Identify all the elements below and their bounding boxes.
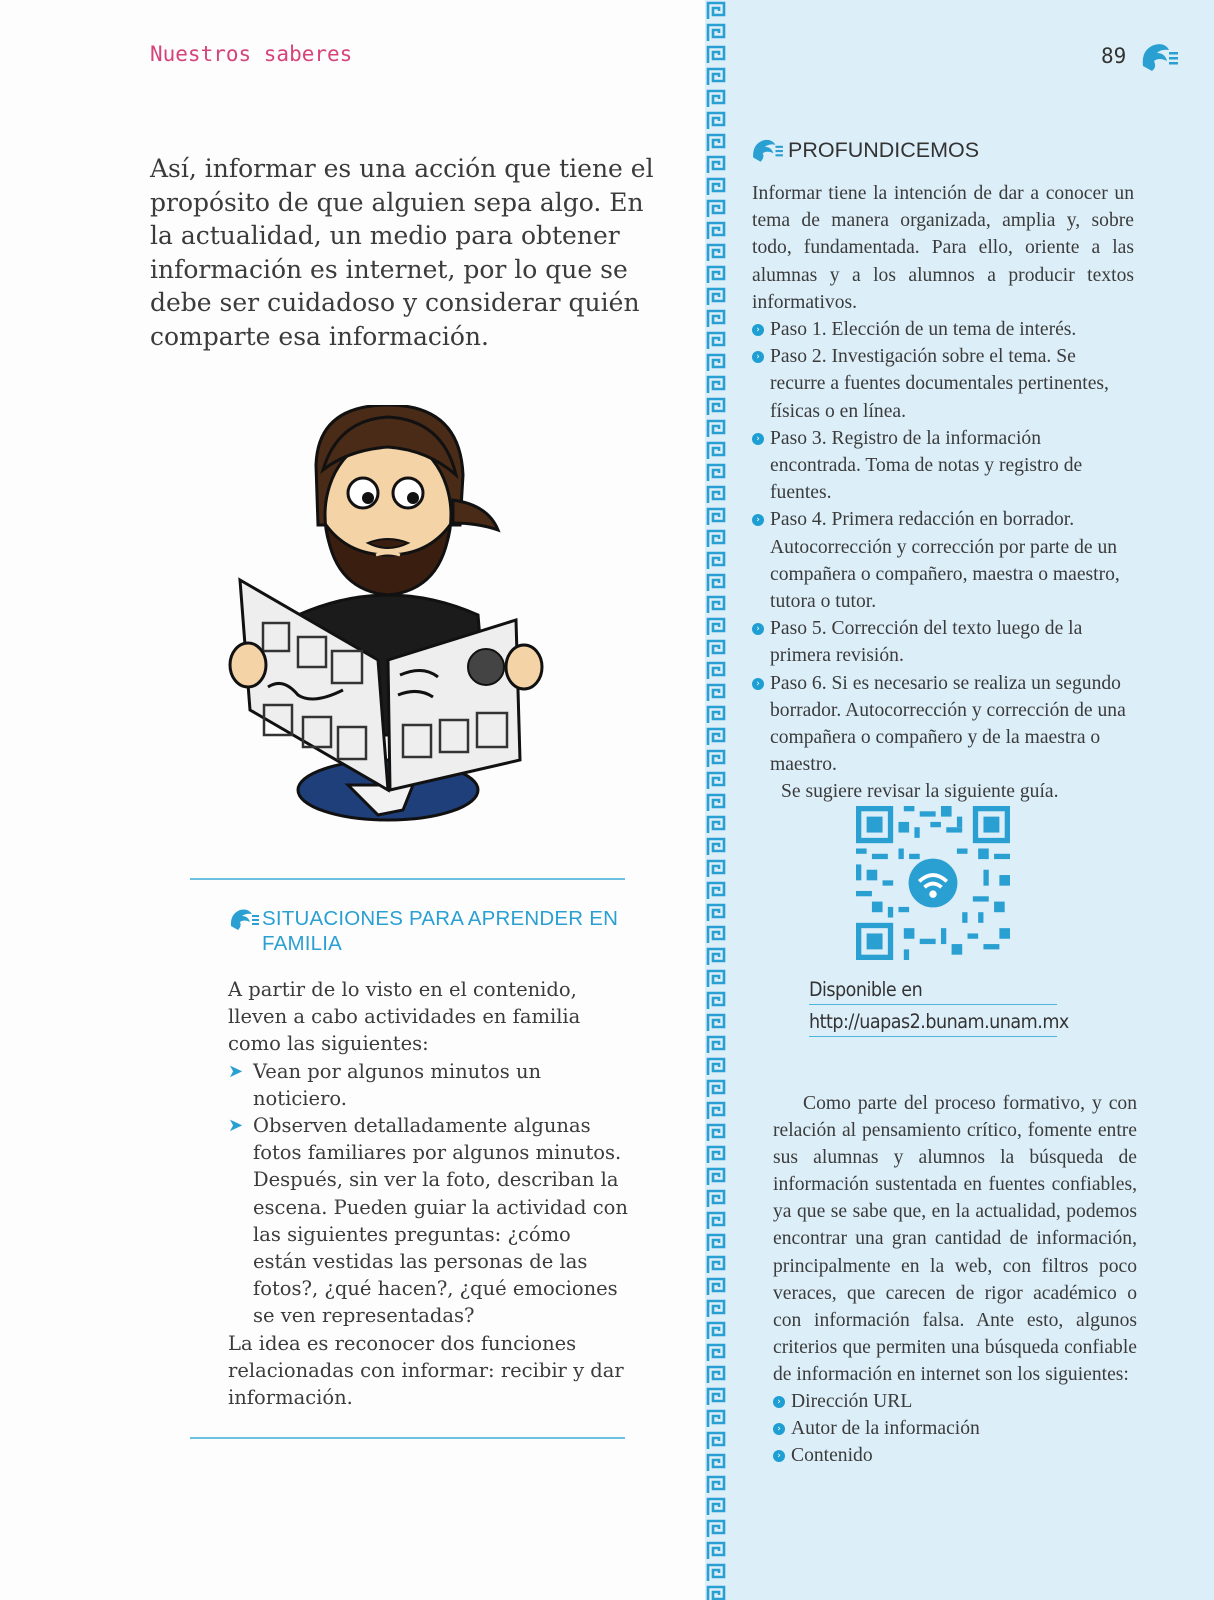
bullet-icon: › <box>752 324 764 336</box>
bullet-icon: › <box>752 623 764 635</box>
divider <box>190 878 625 880</box>
quetzalcoatl-icon <box>750 136 784 164</box>
list-item: › Paso 4. Primera redacción en borrador. Autocorrección y corrección por parte de un compañera o compañero, maestra o maestro, tutora o tutor. <box>752 506 1134 615</box>
list-item: › Paso 3. Registro de la información encontrada. Toma de notas y registro de fuentes. <box>752 425 1134 507</box>
bullet-icon: › <box>752 433 764 445</box>
profundicemos-intro: Informar tiene la intención de dar a conocer un tema de manera organizada, amplia y, sobre todo, fundamentada. Para ello, oriente a las alumnas y a los alumnos a producir textos informativos. <box>752 183 1134 313</box>
list-item: › Autor de la información <box>773 1415 1137 1442</box>
formative-paragraph: Como parte del proceso formativo, y con relación al pensamiento crítico, fomente entre sus alumnas y alumnos la búsqueda de información sustentada en fuentes confiables, ya que se sabe que, en la actualidad, podemos encontrar una gran cantidad de información, principalmente en la web, con filtros poco veraces, que carecen de rigor académico o con información falsa. Ante esto, algunos criterios que permiten una búsqueda confiable de información en internet son los siguientes: <box>773 1093 1137 1385</box>
family-heading-text: SITUACIONES PARA APRENDER EN FAMILIA <box>262 907 619 955</box>
bullet-icon: › <box>773 1423 785 1435</box>
bullet-icon: › <box>752 678 764 690</box>
family-activity-list <box>228 1058 628 1330</box>
family-closing: La idea es reconocer dos funciones relacionadas con informar: recibir y dar información. <box>228 1331 624 1410</box>
list-item: ➤ Vean por algunos minutos un noticiero. <box>228 1059 542 1110</box>
list-item: › Paso 5. Corrección del texto luego de la primera revisión. <box>752 615 1134 669</box>
greek-key-border <box>705 0 727 1600</box>
profundicemos-heading-text: PROFUNDICEMOS <box>788 137 980 162</box>
available-label: Disponible en <box>809 978 1057 1005</box>
quetzalcoatl-icon <box>228 906 260 932</box>
resource-url-link[interactable]: http://uapas2.bunam.unam.mx <box>809 1010 1057 1037</box>
page-number: 89 <box>1101 44 1127 68</box>
man-reading-newspaper-icon <box>228 405 558 835</box>
family-intro: A partir de lo visto en el contenido, lleven a cabo actividades en familia como las siguientes: <box>228 978 581 1056</box>
divider <box>190 1437 625 1439</box>
intro-paragraph: Así, informar es una acción que tiene el propósito de que alguien sepa algo. En la actualidad, un medio para obtener información es internet, por lo que se debe ser cuidadoso y considerar quién comparte esa información. <box>150 154 654 351</box>
section-title: Nuestros saberes <box>150 42 353 66</box>
bullet-icon: › <box>752 514 764 526</box>
arrow-icon: ➤ <box>228 1115 244 1137</box>
profundicemos-heading <box>750 136 979 164</box>
profundicemos-body <box>752 180 1134 806</box>
guide-note: Se sugiere revisar la siguiente guía. <box>781 781 1059 803</box>
list-item: › Dirección URL <box>773 1388 1137 1415</box>
steps-list <box>752 316 1134 778</box>
family-situations-box <box>190 878 628 1439</box>
criteria-list <box>773 1388 1137 1469</box>
list-item: › Paso 2. Investigación sobre el tema. Se recurre a fuentes documentales pertinentes, físicas o en línea. <box>752 343 1134 425</box>
bullet-icon: › <box>773 1396 785 1408</box>
list-item: › Paso 1. Elección de un tema de interés. <box>752 316 1134 343</box>
family-situations-heading <box>228 906 625 956</box>
bullet-icon: › <box>752 351 764 363</box>
formative-section <box>773 1090 1137 1469</box>
list-item: ➤ Observen detalladamente algunas fotos familiares por algunos minutos. Después, sin ver la foto, describan la escena. Pueden guiar la actividad con las siguientes preguntas: ¿cómo están vestidas las personas de las fotos?, ¿qué hacen?, ¿qué emociones se ven representadas? <box>228 1114 628 1328</box>
list-item: › Contenido <box>773 1442 1137 1469</box>
qr-code[interactable] <box>856 806 1010 960</box>
arrow-icon: ➤ <box>228 1060 244 1082</box>
resource-link-block <box>809 978 1069 1037</box>
quetzalcoatl-icon <box>1139 40 1179 74</box>
bullet-icon: › <box>773 1450 785 1462</box>
list-item: › Paso 6. Si es necesario se realiza un segundo borrador. Autocorrección y corrección de una compañera o compañero y de la maestra o maestro. <box>752 670 1134 779</box>
